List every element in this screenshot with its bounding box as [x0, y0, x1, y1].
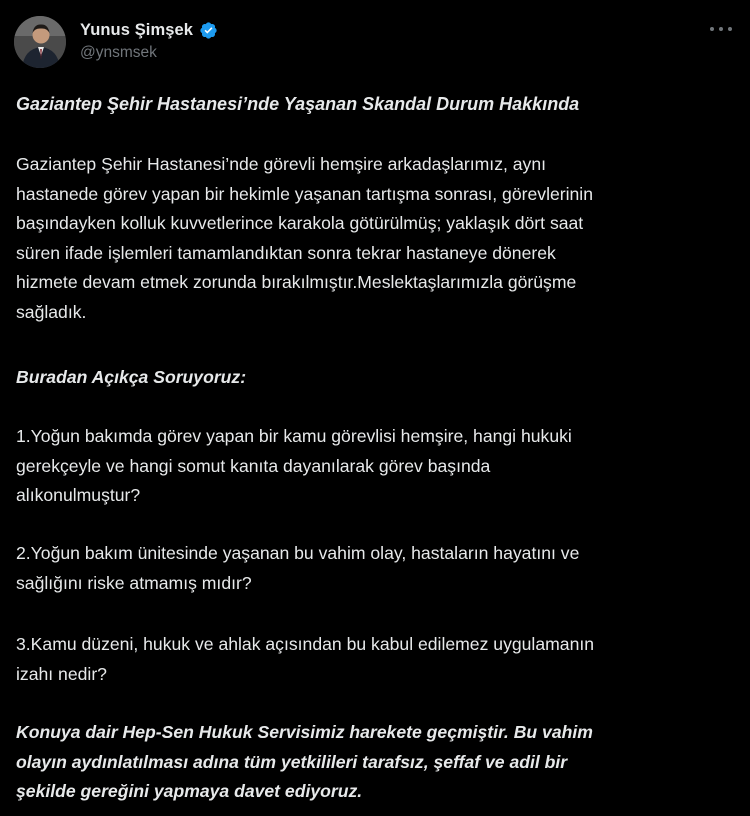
- text-line: hizmete devam etmek zorunda bırakılmıştır.Meslektaşlarımızla görüşme: [16, 272, 577, 293]
- question-1: [16, 422, 572, 511]
- text-line: süren ifade işlemleri tamamlandıktan sonra tekrar hastaneye dönerek: [16, 242, 556, 263]
- text-line: 1.Yoğun bakımda görev yapan bir kamu görevlisi hemşire, hangi hukuki: [16, 426, 572, 446]
- question-2: [16, 539, 579, 598]
- text-line: sağlığını riske atmamış mıdır?: [16, 572, 252, 593]
- text-line: başındayken kolluk kuvvetlerince karakola götürülmüş; yaklaşık dört saat: [16, 213, 584, 234]
- post-subheading: Buradan Açıkça Soruyoruz:: [16, 367, 247, 387]
- text-line: sağladık.: [16, 301, 87, 322]
- text-line: izahı nedir?: [16, 663, 107, 684]
- avatar[interactable]: [14, 16, 66, 68]
- more-options-icon[interactable]: [710, 22, 732, 36]
- text-line: alıkonulmuştur?: [16, 485, 141, 506]
- text-line: 2.Yoğun bakım ünitesinde yaşanan bu vahim olay, hastaların hayatını ve: [16, 543, 580, 563]
- author-handle[interactable]: @ynsmsek: [80, 44, 157, 61]
- tweet-header: [14, 16, 736, 72]
- post-title: Gaziantep Şehir Hastanesi’nde Yaşanan Skandal Durum Hakkında: [16, 94, 580, 114]
- closing-statement: [16, 718, 593, 807]
- text-line: gerekçeyle ve hangi somut kanıta dayanılarak görev başında: [16, 455, 491, 476]
- author-name[interactable]: Yunus Şimşek: [80, 20, 194, 39]
- text-line: 3.Kamu düzeni, hukuk ve ahlak açısından bu kabul edilemez uygulamanın: [16, 634, 595, 654]
- text-line: şekilde gereğini yapmaya davet ediyoruz.: [16, 781, 363, 802]
- text-line: hastanede görev yapan bir hekimle yaşanan tartışma sonrası, görevlerinin: [16, 183, 594, 204]
- verified-badge-icon[interactable]: [199, 21, 218, 40]
- question-3: [16, 630, 594, 689]
- author-name-row: [80, 19, 218, 41]
- text-line: Gaziantep Şehir Hastanesi’nde görevli hemşire arkadaşlarımız, aynı: [16, 154, 547, 174]
- text-line: Konuya dair Hep-Sen Hukuk Servisimiz harekete geçmiştir. Bu vahim: [16, 722, 593, 742]
- post-paragraph: [16, 150, 593, 328]
- author-info: [80, 19, 218, 62]
- text-line: olayın aydınlatılması adına tüm yetkilileri tarafsız, şeffaf ve adil bir: [16, 751, 568, 772]
